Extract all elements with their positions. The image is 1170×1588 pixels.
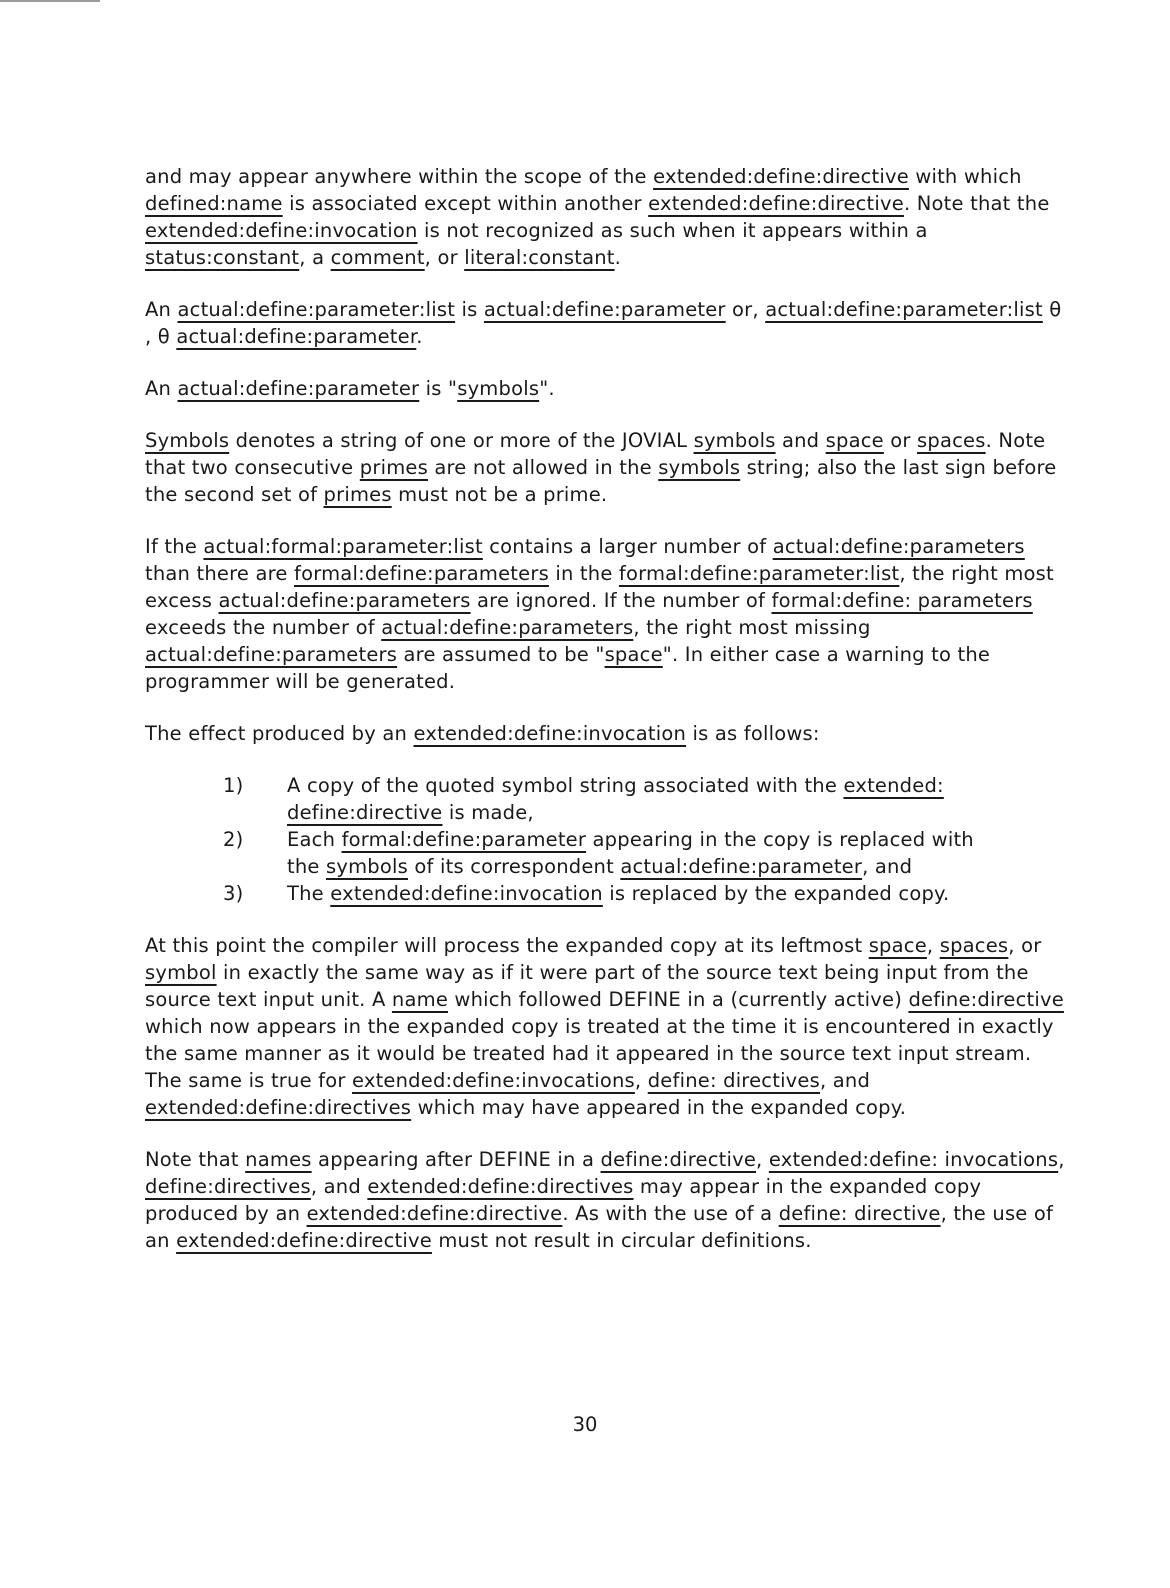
underlined-term: actual:define:parameters xyxy=(218,589,471,612)
underlined-term: primes xyxy=(359,456,428,479)
underlined-term: formal:define:parameter:list xyxy=(618,562,900,585)
paragraph-symbols xyxy=(145,427,1065,508)
underlined-term: actual:define:parameter:list xyxy=(765,298,1043,321)
underlined-term: extended:define:directives xyxy=(367,1175,634,1198)
underlined-term: actual:define:parameter:list xyxy=(177,298,456,321)
list-item-number: 2) xyxy=(223,828,244,851)
text-run: are ignored. If the number of xyxy=(470,589,772,612)
text-run: , xyxy=(926,934,940,957)
underlined-term: formal:define: parameters xyxy=(771,589,1033,612)
underlined-term: names xyxy=(245,1148,312,1171)
underlined-term: actual:define:parameters xyxy=(145,643,398,666)
paragraph-actual-parameter-list xyxy=(145,296,1065,350)
underlined-term: actual:define:parameter xyxy=(620,855,863,878)
text-run: , xyxy=(756,1148,769,1171)
underlined-term: symbol xyxy=(145,961,217,984)
text-run: . Note that two consecutive xyxy=(145,429,1046,479)
underlined-term: actual:define:parameter xyxy=(483,298,726,321)
text-run: or xyxy=(883,429,918,452)
text-run: than there are xyxy=(145,562,295,585)
effect-steps-list xyxy=(223,772,1065,907)
text-run: , and xyxy=(862,855,913,878)
underlined-term: space xyxy=(604,643,663,666)
underlined-term: extended:define:directive xyxy=(176,1229,432,1252)
list-item-number: 3) xyxy=(223,882,244,905)
text-run: is " xyxy=(419,377,458,400)
list-item xyxy=(223,826,1065,880)
underlined-term: formal:define:parameter xyxy=(341,828,587,851)
underlined-term: symbols xyxy=(658,456,741,479)
underlined-term: actual:define:parameters xyxy=(772,535,1025,558)
text-run: must not be a prime. xyxy=(391,483,608,506)
text-run: Note that xyxy=(145,1148,246,1171)
underlined-term: extended:define:directive xyxy=(653,165,909,188)
text-run: is associated except within another xyxy=(282,192,649,215)
text-run: is made, xyxy=(442,801,534,824)
underlined-term: space xyxy=(868,934,927,957)
text-run: , or xyxy=(424,246,465,269)
underlined-term: symbols xyxy=(693,429,776,452)
underlined-term: name xyxy=(391,988,449,1011)
underlined-term: space xyxy=(825,429,884,452)
text-run: If the xyxy=(145,535,204,558)
list-item xyxy=(223,880,1065,907)
list-item-text xyxy=(287,880,1065,907)
underlined-term: extended: define:directive xyxy=(287,774,944,824)
text-run: denotes a string of one or more of the JOVIAL xyxy=(229,429,694,452)
underlined-term: symbols xyxy=(457,377,540,400)
text-run: , or xyxy=(1008,934,1042,957)
text-run: θ , θ xyxy=(145,298,1062,348)
paragraph-names-note xyxy=(145,1146,1065,1254)
text-run: , the right most missing xyxy=(633,616,871,639)
text-run: which now appears in the expanded copy is treated at the time it is encountered in exactly the same manner as it would be treated had it appeared in the source text input stream. The same is true for xyxy=(145,1015,1054,1092)
underlined-term: comment xyxy=(330,246,425,269)
underlined-term: extended:define:invocation xyxy=(145,219,418,242)
text-run: ". xyxy=(539,377,555,400)
underlined-term: symbols xyxy=(326,855,408,878)
text-run: contains a larger number of xyxy=(482,535,773,558)
text-run: and may appear anywhere within the scope of the xyxy=(145,165,654,188)
underlined-term: spaces xyxy=(917,429,986,452)
text-run: of its correspondent xyxy=(408,855,621,878)
scan-edge-mark xyxy=(0,0,100,2)
underlined-term: define:directives xyxy=(145,1175,311,1198)
text-run: may appear in the expanded copy produced by an xyxy=(145,1175,982,1225)
underlined-term: Symbols xyxy=(145,429,230,452)
underlined-term: primes xyxy=(323,483,392,506)
text-run: ". In either case a warning to the programmer will be generated. xyxy=(145,643,991,693)
text-run: , the right most excess xyxy=(145,562,1054,612)
text-run: , a xyxy=(299,246,331,269)
text-run: in exactly the same way as if it were part of the source text being input from the source text input unit. A xyxy=(145,961,1029,1011)
underlined-term: actual:formal:parameter:list xyxy=(203,535,483,558)
text-run: must not result in circular definitions. xyxy=(431,1229,812,1252)
text-run: , and xyxy=(310,1175,368,1198)
paragraph-compiler-processing xyxy=(145,932,1065,1121)
underlined-term: define:directive xyxy=(908,988,1064,1011)
text-run: , xyxy=(1058,1148,1065,1171)
text-run: . As with the use of a xyxy=(562,1202,779,1225)
text-run: is xyxy=(455,298,484,321)
text-run: An xyxy=(145,298,178,321)
underlined-term: extended:define:directive xyxy=(648,192,904,215)
text-run: exceeds the number of xyxy=(145,616,382,639)
underlined-term: spaces xyxy=(939,934,1009,957)
underlined-term: define:directive xyxy=(600,1148,757,1171)
list-item-text xyxy=(287,772,1065,826)
underlined-term: literal:constant xyxy=(464,246,615,269)
underlined-term: extended:define: invocations xyxy=(768,1148,1059,1171)
underlined-term: extended:define:directives xyxy=(145,1096,412,1119)
underlined-term: actual:define:parameter xyxy=(177,377,420,400)
text-run: At this point the compiler will process the expanded copy at its leftmost xyxy=(145,934,869,957)
text-run: The effect produced by an xyxy=(145,722,414,745)
list-item xyxy=(223,772,1065,826)
underlined-term: status:constant xyxy=(145,246,300,269)
text-run: is not recognized as such when it appears within a xyxy=(417,219,928,242)
text-run: in the xyxy=(548,562,619,585)
underlined-term: defined:name xyxy=(145,192,283,215)
list-item-text xyxy=(287,826,1065,880)
text-run: An xyxy=(145,377,178,400)
text-run: , and xyxy=(819,1069,871,1092)
text-run: The xyxy=(287,882,331,905)
paragraph-scope xyxy=(145,163,1065,271)
underlined-term: define: directives xyxy=(647,1069,820,1092)
list-item-number: 1) xyxy=(223,774,244,797)
text-run: . xyxy=(614,246,622,269)
text-run: appearing in the copy is replaced with the xyxy=(287,828,974,878)
text-run: are assumed to be " xyxy=(397,643,605,666)
text-run: which followed DEFINE in a (currently active) xyxy=(448,988,909,1011)
paragraph-actual-parameter xyxy=(145,375,1065,402)
text-run: string; also the last sign before the second set of xyxy=(145,456,1057,506)
text-run: , the use of an xyxy=(145,1202,1054,1252)
underlined-term: actual:define:parameters xyxy=(381,616,634,639)
text-run: . Note that the xyxy=(903,192,1050,215)
text-run: is as follows: xyxy=(686,722,820,745)
text-run: , xyxy=(634,1069,648,1092)
underlined-term: extended:define:invocation xyxy=(413,722,687,745)
text-run: or, xyxy=(725,298,766,321)
text-run: and xyxy=(775,429,826,452)
underlined-term: actual:define:parameter xyxy=(176,325,417,348)
underlined-term: extended:define:invocations xyxy=(351,1069,635,1092)
underlined-term: extended:define:invocation xyxy=(330,882,603,905)
text-run: Each xyxy=(287,828,342,851)
underlined-term: formal:define:parameters xyxy=(294,562,549,585)
page-body xyxy=(145,163,1065,1279)
text-run: is replaced by the expanded copy. xyxy=(602,882,950,905)
underlined-term: extended:define:directive xyxy=(306,1202,563,1225)
text-run: which may have appeared in the expanded copy. xyxy=(411,1096,907,1119)
paragraph-parameter-count xyxy=(145,533,1065,695)
text-run: . xyxy=(416,325,423,348)
text-run: are not allowed in the xyxy=(427,456,659,479)
text-run: appearing after DEFINE in a xyxy=(311,1148,601,1171)
text-run: with which xyxy=(908,165,1022,188)
page-number: 30 xyxy=(572,1413,598,1436)
text-run: A copy of the quoted symbol string associated with the xyxy=(287,774,844,797)
underlined-term: define: directive xyxy=(778,1202,941,1225)
paragraph-effect-intro xyxy=(145,720,1065,747)
